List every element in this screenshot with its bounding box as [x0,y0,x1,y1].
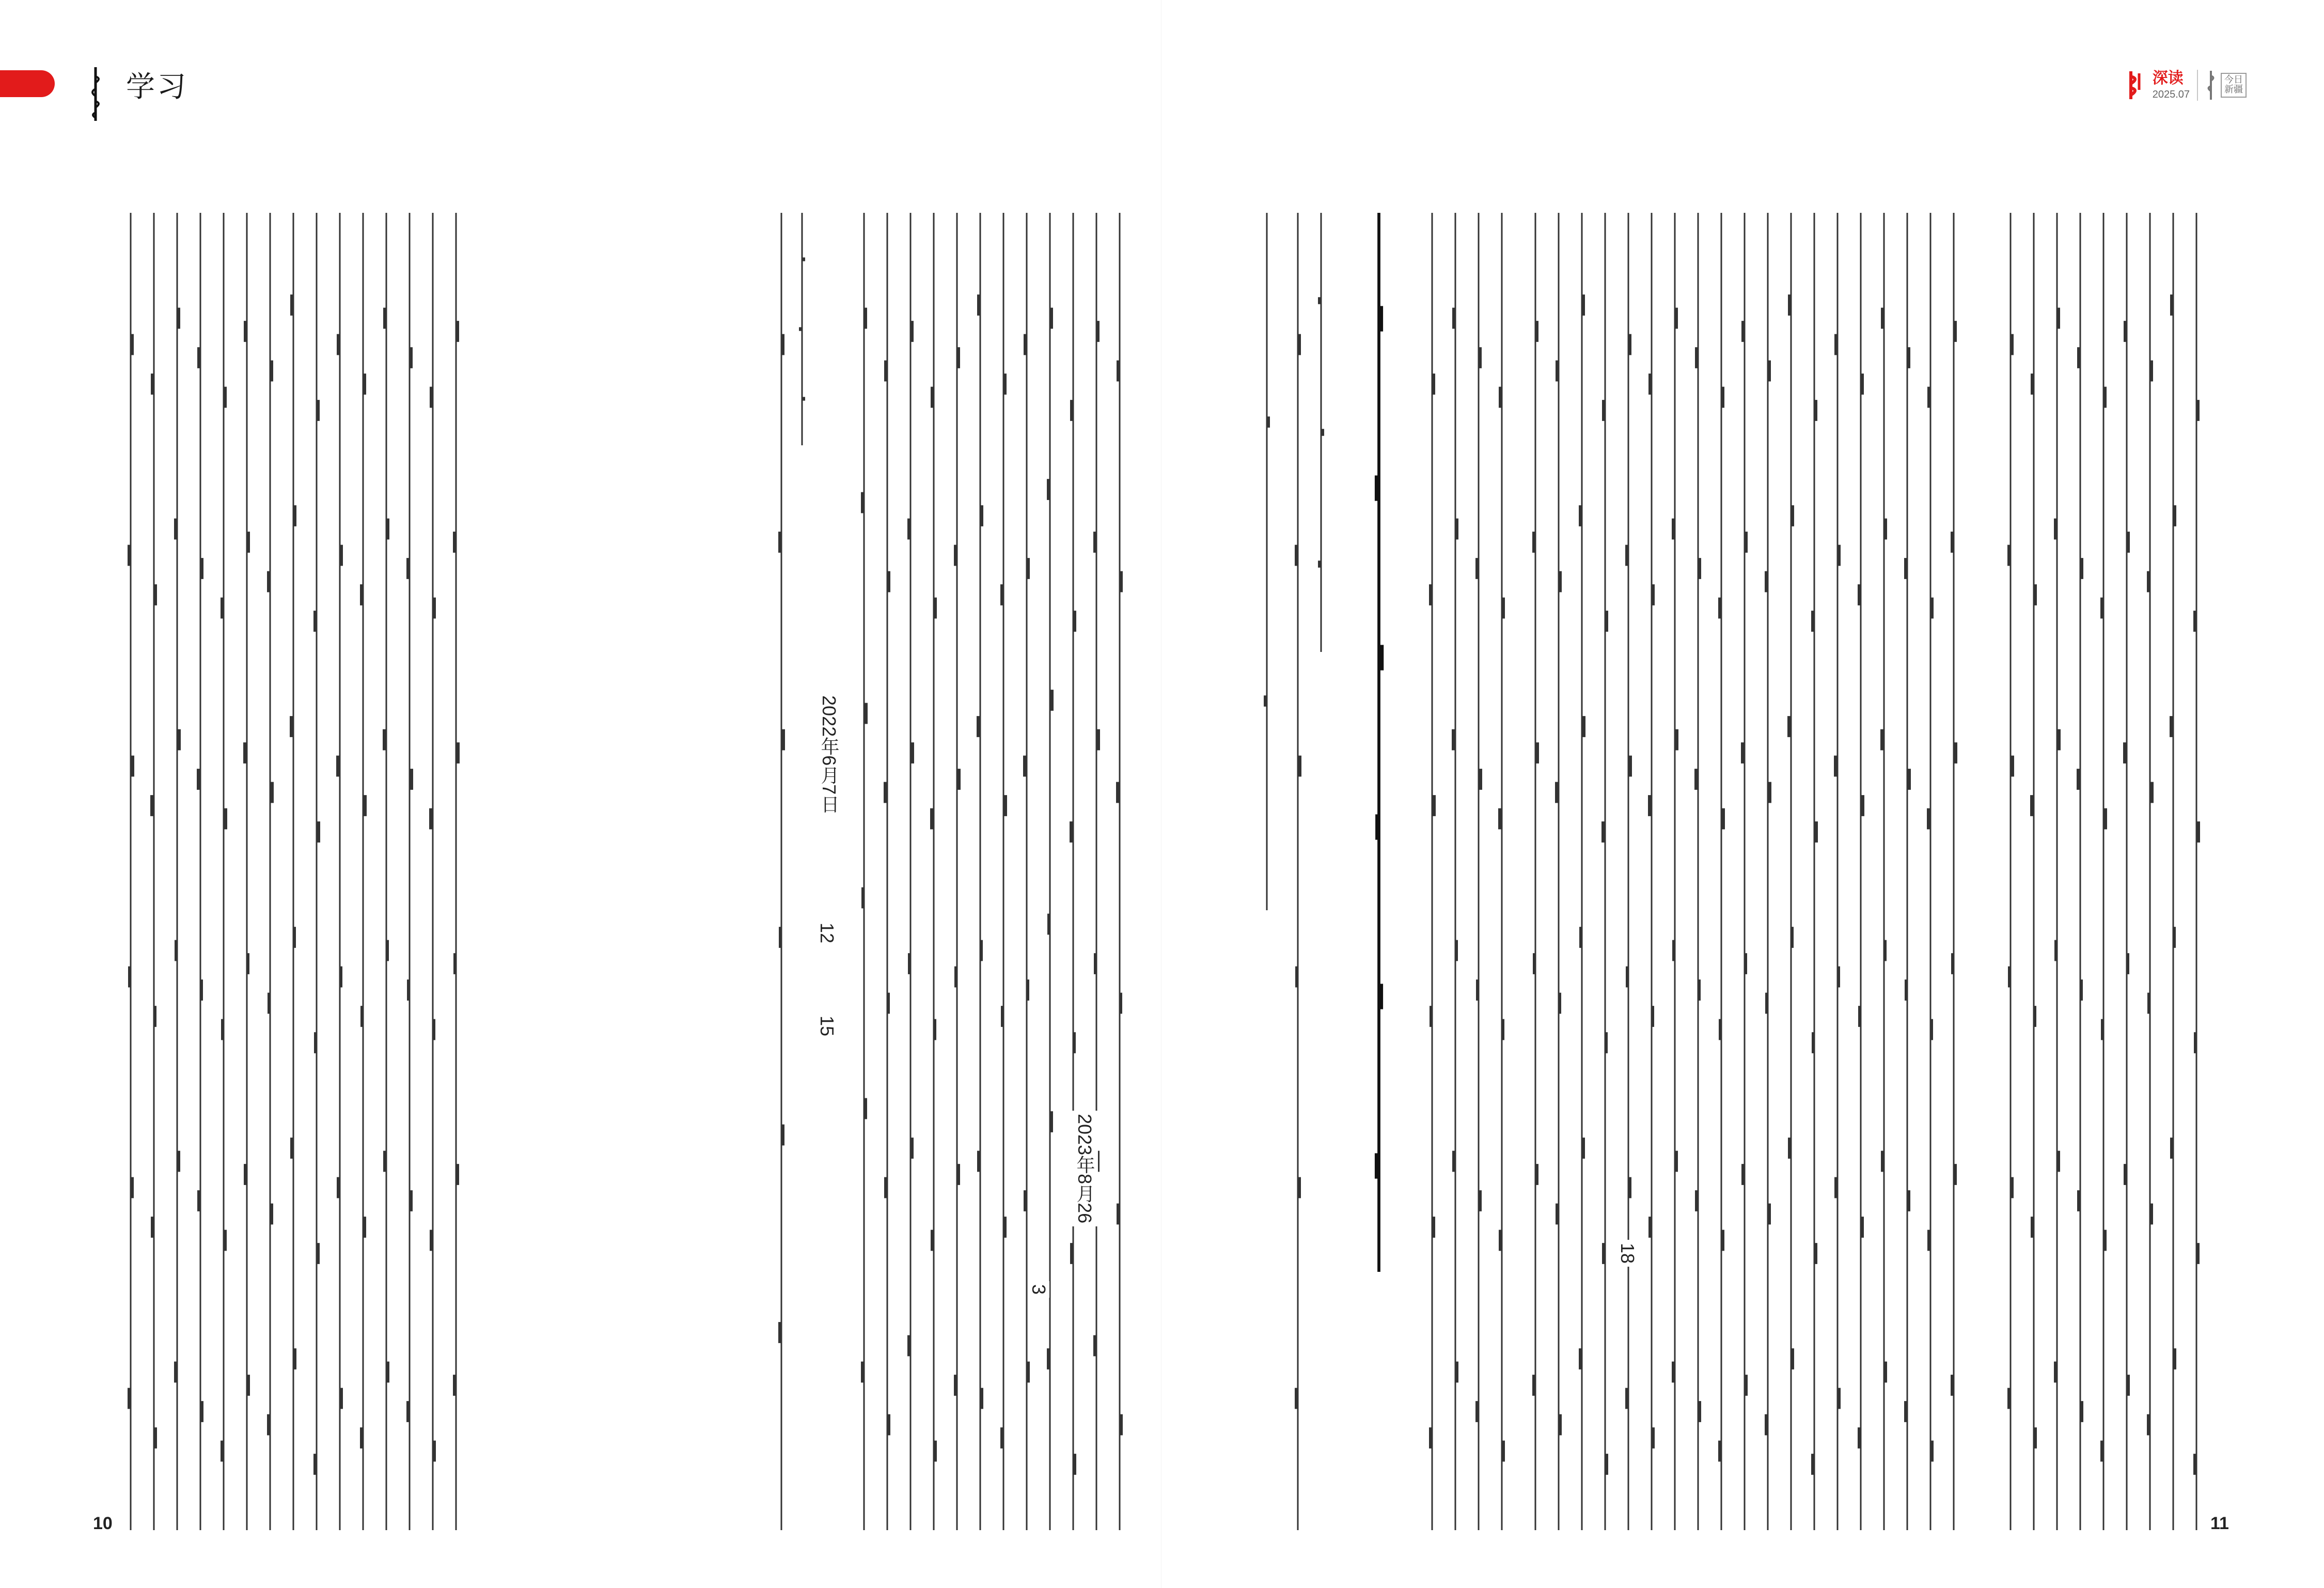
vertical-text-line [2120,213,2133,1530]
mongolian-text-glyphs [240,213,254,1530]
mongolian-text-glyphs [1668,213,1682,1530]
mongolian-text-glyphs [950,213,964,1530]
mongolian-text-glyphs [2004,213,2017,1530]
vertical-text-line [1529,213,1542,1530]
vertical-text-line [973,213,987,1530]
publisher-line-2: 新疆 [2224,84,2243,95]
vertical-text-line [1552,213,1565,1530]
mongolian-text-glyphs [1901,213,1914,1530]
issue-date: 2025.07 [2152,89,2190,100]
vertical-text-line [1784,213,1798,1530]
right-page-column-left [1260,213,1529,1530]
mongolian-text-glyphs [287,213,300,1530]
vertical-text-line [1738,213,1751,1530]
vertical-text-line [1425,213,1439,1530]
vertical-text-line [1924,213,1937,1530]
vertical-text-line [881,213,894,1530]
mongolian-text-glyphs [881,213,894,1530]
mongolian-text-glyphs [1090,213,1103,1530]
mongolian-text-glyphs [194,213,207,1530]
mongolian-text-glyphs [1761,213,1775,1530]
inline-number-right-1: 18 [1616,1240,1638,1267]
vertical-text-line [240,213,254,1530]
section-red-tab [0,70,55,97]
vertical-text-line [795,213,809,445]
vertical-text-line [1066,213,1080,1530]
publisher-logo [2205,70,2247,101]
vertical-text-line [1761,213,1775,1530]
mongolian-text-glyphs [1066,213,1080,1530]
mongolian-text-glyphs [904,213,917,1530]
inline-number-left-2: 12 [816,920,838,946]
mongolian-text-glyphs [1622,213,1635,1530]
vertical-text-line [1371,213,1387,1272]
publication-brand [2126,67,2247,103]
brand-name: 深读 [2152,70,2184,87]
right-page-column-right [2004,213,2210,1530]
vertical-text-line [1495,213,1509,1530]
mongolian-text-glyphs [147,213,161,1530]
mongolian-text-glyphs [1831,213,1844,1530]
vertical-text-line [310,213,323,1530]
mongolian-text-glyphs [1645,213,1658,1530]
mongolian-text-glyphs [2166,213,2180,1530]
vertical-text-line [1808,213,1821,1530]
mongolian-text-glyphs [857,213,871,1530]
vertical-text-line [775,213,788,1530]
mongolian-text-glyphs [1575,213,1589,1530]
brand-divider [2197,70,2198,101]
mongolian-text-glyphs [1291,213,1305,1530]
mongolian-text-glyphs [1425,213,1439,1530]
inline-date-left: 2022年6月7日 [816,692,842,816]
vertical-text-line [1090,213,1103,1530]
vertical-text-line [194,213,207,1530]
mongolian-text-glyphs [927,213,940,1530]
vertical-text-line [333,213,347,1530]
vertical-text-line [124,213,137,1530]
page-number-left: 10 [93,1514,113,1533]
mongolian-text-glyphs [1808,213,1821,1530]
mongolian-text-glyphs [1113,213,1126,1530]
mongolian-text-glyphs [449,213,463,1530]
mongolian-text-glyphs [124,213,137,1530]
mongolian-text-glyphs [1715,213,1728,1530]
vertical-text-line [2050,213,2064,1530]
page-number-right: 11 [2210,1514,2229,1533]
mongolian-script-logo-icon [87,66,104,122]
mongolian-text-glyphs [1924,213,1937,1530]
vertical-text-line [1449,213,1462,1530]
vertical-text-line [1291,213,1305,1530]
mongolian-text-glyphs [1472,213,1485,1530]
publisher-logo-icon [2205,70,2217,101]
mongolian-text-glyphs [1529,213,1542,1530]
mongolian-text-glyphs [1947,213,1960,1530]
inline-date-left-2: 2023年8月26 [1072,1111,1098,1226]
mongolian-text-glyphs [997,213,1010,1530]
vertical-text-line [997,213,1010,1530]
publisher-line-1: 今日 [2224,74,2243,86]
vertical-text-line [217,213,230,1530]
vertical-text-line [1947,213,1960,1530]
mongolian-text-glyphs [1784,213,1798,1530]
mongolian-text-glyphs [775,213,788,1530]
vertical-text-line [170,213,184,1530]
mongolian-text-glyphs [1314,213,1328,652]
vertical-text-line [857,213,871,1530]
vertical-text-line [403,213,416,1530]
vertical-text-line [2074,213,2087,1530]
mongolian-text-glyphs [1043,213,1057,1530]
inline-number-left-4: 3 [1028,1281,1049,1298]
vertical-text-line [1691,213,1705,1530]
vertical-text-line [2097,213,2110,1530]
vertical-text-line [1472,213,1485,1530]
mongolian-text-glyphs [170,213,184,1530]
mongolian-text-glyphs [356,213,370,1530]
left-page-column-right [775,213,1136,1530]
mongolian-text-glyphs [2027,213,2040,1530]
section-title: 学习 [126,70,188,104]
mongolian-headline-glyphs [1371,213,1387,1272]
vertical-text-line [1113,213,1126,1530]
vertical-text-line [1715,213,1728,1530]
mongolian-text-glyphs [1877,213,1891,1530]
mongolian-text-glyphs [1691,213,1705,1530]
inline-number-left-3: 15 [816,1013,838,1039]
mongolian-text-glyphs [333,213,347,1530]
vertical-text-line [1043,213,1057,1530]
vertical-text-line [147,213,161,1530]
right-page-column-middle [1529,213,1973,1530]
vertical-text-line [904,213,917,1530]
vertical-text-line [1260,213,1274,910]
mongolian-text-glyphs [1020,213,1033,1530]
mongolian-text-glyphs [426,213,439,1530]
vertical-text-line [1575,213,1589,1530]
mongolian-text-glyphs [1552,213,1565,1530]
vertical-text-line [449,213,463,1530]
vertical-text-line [1645,213,1658,1530]
left-page-column-left [124,213,465,1530]
vertical-text-line [1598,213,1612,1530]
vertical-text-line [927,213,940,1530]
mongolian-text-glyphs [1738,213,1751,1530]
mongolian-text-glyphs [2143,213,2157,1530]
mongolian-text-glyphs [1449,213,1462,1530]
vertical-text-line [2143,213,2157,1530]
vertical-text-line [1622,213,1635,1530]
vertical-text-line [1831,213,1844,1530]
vertical-text-line [380,213,393,1530]
vertical-text-line [263,213,277,1530]
vertical-text-line [2027,213,2040,1530]
mongolian-text-glyphs [1495,213,1509,1530]
vertical-text-line [287,213,300,1530]
vertical-text-line [1877,213,1891,1530]
vertical-text-line [950,213,964,1530]
mongolian-text-glyphs [1854,213,1867,1530]
mongolian-text-glyphs [2190,213,2203,1530]
vertical-text-line [356,213,370,1530]
mongolian-text-glyphs [403,213,416,1530]
vertical-text-line [426,213,439,1530]
vertical-text-line [2004,213,2017,1530]
mongolian-text-glyphs [2097,213,2110,1530]
mongolian-text-glyphs [2074,213,2087,1530]
mongolian-text-glyphs [310,213,323,1530]
vertical-text-line [1668,213,1682,1530]
vertical-text-line [2190,213,2203,1530]
mongolian-text-glyphs [1260,213,1274,910]
mongolian-text-glyphs [795,213,809,445]
mongolian-text-glyphs [973,213,987,1530]
mongolian-text-glyphs [2050,213,2064,1530]
vertical-text-line [1314,213,1328,652]
mongolian-text-glyphs [1598,213,1612,1530]
brand-mark-icon [2126,69,2145,101]
vertical-text-line [1020,213,1033,1530]
mongolian-text-glyphs [217,213,230,1530]
vertical-text-line [2166,213,2180,1530]
vertical-text-line [1854,213,1867,1530]
vertical-text-line [1901,213,1914,1530]
mongolian-text-glyphs [380,213,393,1530]
mongolian-text-glyphs [263,213,277,1530]
mongolian-text-glyphs [2120,213,2133,1530]
